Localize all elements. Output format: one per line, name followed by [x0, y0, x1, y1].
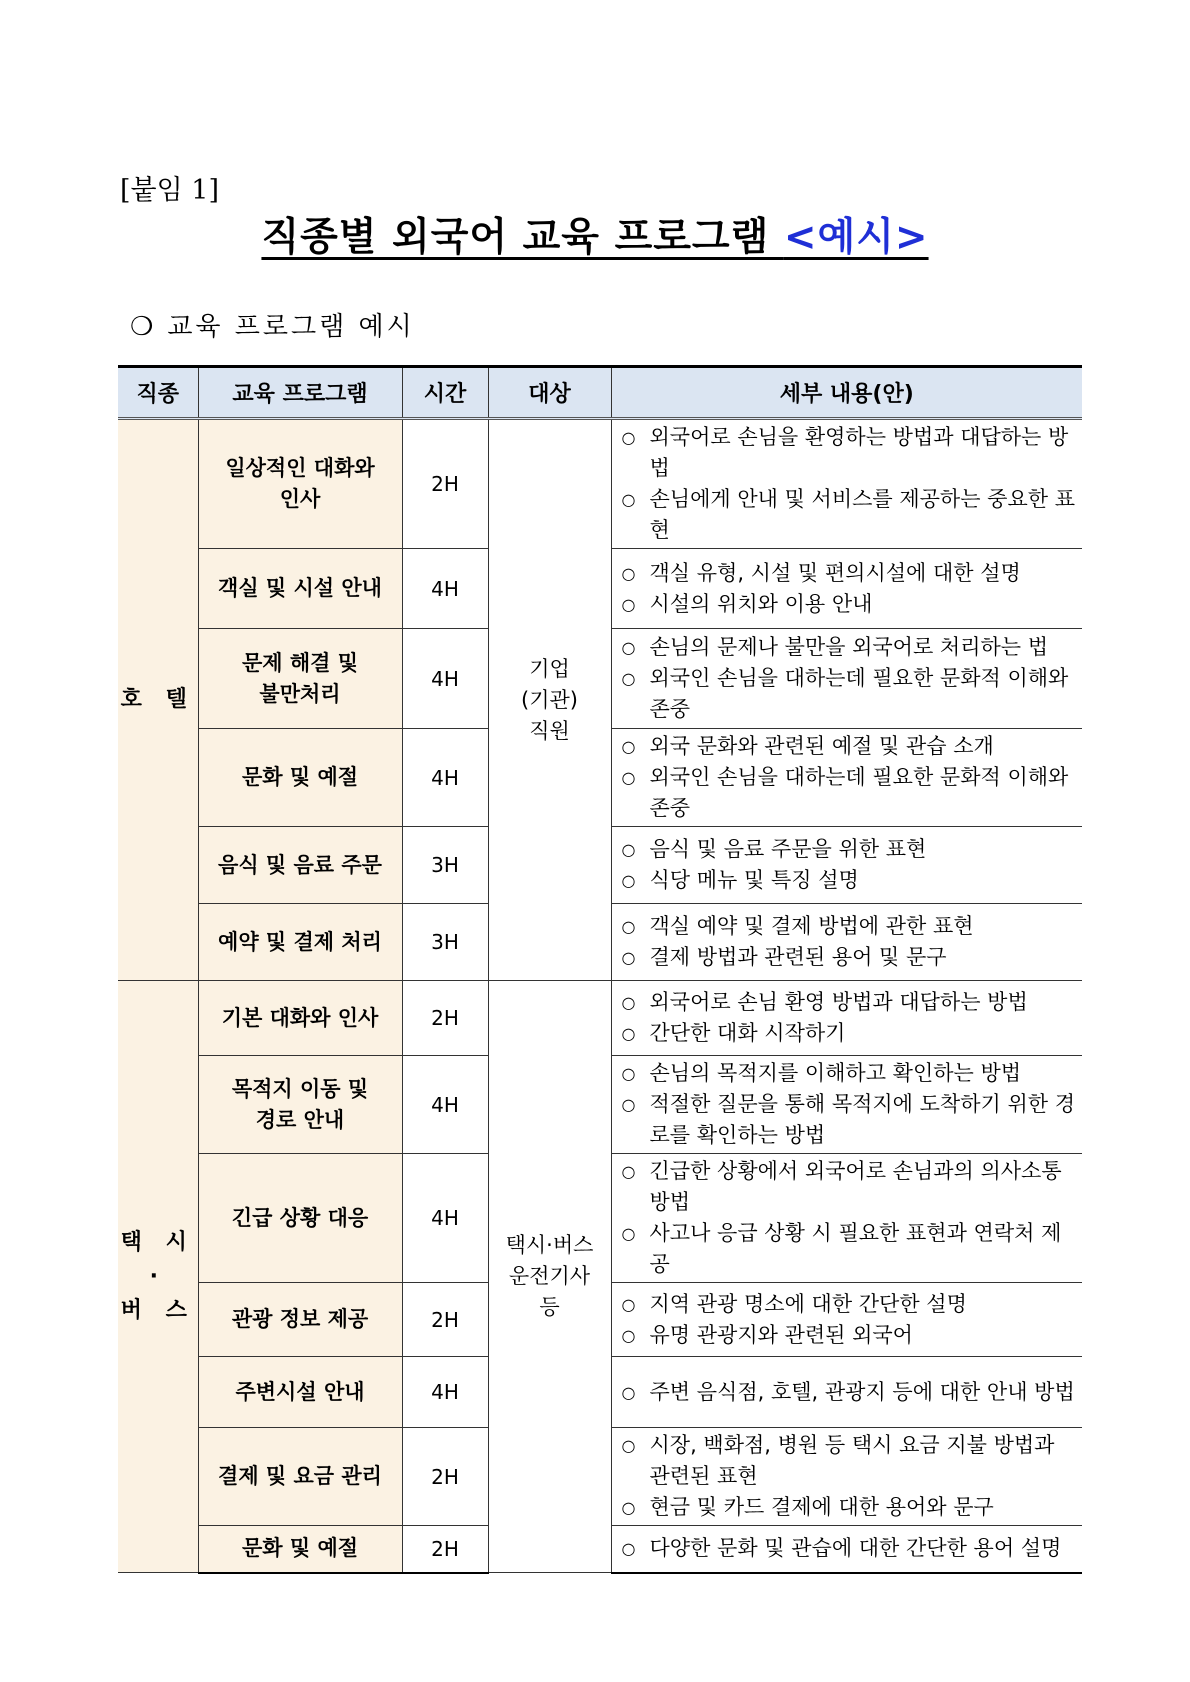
detail-text: 간단한 대화 시작하기 [649, 1021, 846, 1045]
detail-list [620, 911, 1079, 973]
time-cell: 4H [402, 729, 488, 827]
bullet-circle-icon: ○ [621, 490, 636, 509]
detail-cell [611, 729, 1082, 827]
detail-text: 손님에게 안내 및 서비스를 제공하는 중요한 표현 [649, 487, 1075, 542]
job-category-cell [118, 419, 198, 981]
list-item [620, 1289, 1079, 1320]
program-name-text: 인사 [279, 487, 321, 511]
program-name-text: 경로 안내 [255, 1107, 345, 1132]
program-name-cell [198, 1428, 402, 1526]
time-cell: 4H [402, 629, 488, 729]
detail-text: 외국어로 손님을 환영하는 방법과 대답하는 방법 [649, 425, 1069, 480]
time-cell: 2H [402, 981, 488, 1056]
detail-text: 주변 음식점, 호텔, 관광지 등에 대한 안내 방법 [649, 1379, 1075, 1404]
detail-text: 시장, 백화점, 병원 등 택시 요금 지불 방법과 관련된 표현 [649, 1433, 1055, 1488]
header-details: 세부 내용(안) [611, 367, 1082, 419]
bullet-circle-icon: ○ [621, 1224, 636, 1243]
header-target: 대상 [488, 367, 611, 419]
bullet-circle-icon: ○ [621, 428, 636, 447]
detail-text: 시설의 위치와 이용 안내 [649, 591, 873, 616]
detail-list [620, 1430, 1079, 1523]
bullet-circle-icon: ○ [621, 594, 636, 614]
list-item [620, 987, 1079, 1018]
bullet-circle-icon: ○ [621, 1294, 636, 1314]
program-name-cell [198, 1357, 402, 1428]
list-item [620, 762, 1079, 824]
time-cell: 2H [402, 1526, 488, 1573]
detail-text: 외국 문화와 관련된 예절 및 관습 소개 [649, 734, 994, 758]
target-group-text: (기관) [521, 687, 578, 712]
program-name-text: 예약 및 결제 처리 [218, 929, 382, 954]
program-name-text: 문제 해결 및 [241, 650, 359, 675]
bullet-circle-icon: ○ [621, 563, 636, 583]
bullet-circle-icon: ○ [621, 1382, 636, 1402]
detail-list [620, 1058, 1079, 1151]
program-name-cell [198, 1056, 402, 1154]
job-category-text: 버 스 [120, 1297, 195, 1323]
program-name-text: 음식 및 음료 주문 [218, 852, 382, 877]
list-item [620, 834, 1079, 865]
detail-text: 지역 관광 명소에 대한 간단한 설명 [649, 1291, 967, 1316]
bullet-circle-icon: ○ [621, 840, 636, 859]
program-name-text: 불만처리 [259, 681, 341, 706]
program-name-text: 문화 및 예절 [241, 1536, 359, 1561]
target-group-text: 택시·버스 [505, 1233, 594, 1257]
program-name-text: 주변시설 안내 [235, 1379, 365, 1404]
job-category-text: 호 텔 [120, 687, 195, 712]
detail-text: 적절한 질문을 통해 목적지에 도착하기 위한 경로를 확인하는 방법 [649, 1092, 1075, 1147]
list-item [620, 1377, 1079, 1408]
detail-list [620, 987, 1079, 1049]
program-name-text: 일상적인 대화와 [225, 456, 375, 480]
bullet-circle-icon: ○ [621, 638, 636, 657]
detail-text: 손님의 목적지를 이해하고 확인하는 방법 [649, 1061, 1022, 1085]
list-item [620, 484, 1079, 546]
bullet-circle-icon: ○ [621, 768, 636, 787]
detail-list [620, 558, 1079, 620]
program-name-cell [198, 729, 402, 827]
bullet-circle-icon: ○ [621, 669, 636, 688]
program-name-cell [198, 419, 402, 549]
program-name-text: 목적지 이동 및 [231, 1076, 369, 1101]
detail-text: 외국어로 손님 환영 방법과 대답하는 방법 [649, 990, 1028, 1014]
table-row [118, 981, 1082, 1056]
job-category-text: · [149, 1263, 166, 1289]
header-job: 직종 [118, 367, 198, 419]
time-cell: 3H [402, 827, 488, 904]
job-category-text: 택 시 [120, 1229, 195, 1255]
detail-cell [611, 1526, 1082, 1573]
header-program: 교육 프로그램 [198, 367, 402, 419]
program-name-cell [198, 549, 402, 629]
program-name-text: 기본 대화와 인사 [221, 1005, 379, 1030]
detail-cell [611, 1283, 1082, 1357]
table-row [118, 419, 1082, 549]
list-item [620, 589, 1079, 620]
bullet-circle-icon: ○ [621, 737, 636, 756]
bullet-circle-icon: ○ [621, 1436, 636, 1455]
list-item [620, 911, 1079, 942]
table-header-row [118, 367, 1082, 419]
time-cell: 4H [402, 1154, 488, 1283]
time-cell: 4H [402, 1056, 488, 1154]
list-item [620, 558, 1079, 589]
bullet-circle-icon: ○ [621, 1064, 636, 1083]
detail-text: 외국인 손님을 대하는데 필요한 문화적 이해와 존중 [649, 666, 1069, 721]
list-item [620, 632, 1079, 663]
detail-text: 다양한 문화 및 관습에 대한 간단한 용어 설명 [649, 1536, 1062, 1561]
program-name-text: 긴급 상황 대응 [231, 1205, 369, 1230]
list-item [620, 942, 1079, 973]
program-name-text: 객실 및 시설 안내 [218, 576, 382, 600]
attachment-label: [붙임 1] [120, 175, 219, 206]
detail-cell [611, 904, 1082, 981]
time-cell: 3H [402, 904, 488, 981]
bullet-circle-icon: ○ [621, 1325, 636, 1345]
detail-list [620, 632, 1079, 725]
detail-cell [611, 1428, 1082, 1526]
bullet-circle-icon: ○ [621, 1024, 636, 1043]
detail-cell [611, 1357, 1082, 1428]
detail-cell [611, 629, 1082, 729]
detail-text: 객실 예약 및 결제 방법에 관한 표현 [649, 914, 974, 938]
program-table [118, 365, 1082, 1574]
program-name-text: 문화 및 예절 [241, 765, 359, 789]
list-item [620, 1430, 1079, 1492]
program-name-cell [198, 904, 402, 981]
detail-list [620, 834, 1079, 896]
bullet-circle-icon: ○ [621, 948, 636, 967]
detail-list [620, 1377, 1079, 1408]
target-group-text: 기업 [529, 656, 570, 681]
page-title-accent: <예시> [783, 215, 929, 260]
target-group-cell [488, 981, 611, 1573]
detail-cell [611, 1056, 1082, 1154]
list-item [620, 1320, 1079, 1351]
title-row [0, 206, 1190, 262]
list-item [620, 731, 1079, 762]
detail-text: 현금 및 카드 결제에 대한 용어와 문구 [649, 1495, 994, 1519]
program-name-text: 관광 정보 제공 [231, 1307, 369, 1331]
bullet-circle-icon: ○ [621, 1162, 636, 1181]
program-name-cell [198, 827, 402, 904]
detail-list [620, 1289, 1079, 1351]
program-name-cell [198, 1283, 402, 1357]
bullet-circle-icon: ○ [621, 917, 636, 936]
target-group-text: 직원 [529, 718, 570, 743]
time-cell: 4H [402, 1357, 488, 1428]
detail-cell [611, 981, 1082, 1056]
section-heading-label: 교육 프로그램 예시 [167, 312, 415, 342]
detail-cell [611, 419, 1082, 549]
list-item [620, 1058, 1079, 1089]
job-category-cell [118, 981, 198, 1573]
bullet-circle-icon: ○ [621, 1095, 636, 1114]
detail-cell [611, 549, 1082, 629]
detail-text: 외국인 손님을 대하는데 필요한 문화적 이해와 존중 [649, 765, 1069, 820]
target-group-text: 등 [539, 1295, 560, 1319]
detail-cell [611, 1154, 1082, 1283]
list-item [620, 865, 1079, 896]
list-item [620, 663, 1079, 725]
time-cell: 4H [402, 549, 488, 629]
detail-list [620, 1156, 1079, 1280]
detail-list [620, 422, 1079, 546]
page-title [261, 206, 928, 262]
hollow-circle-icon: ❍ [130, 312, 154, 342]
detail-text: 결제 방법과 관련된 용어 및 문구 [649, 945, 947, 969]
detail-text: 사고나 응급 상황 시 필요한 표현과 연락처 제공 [649, 1221, 1062, 1276]
detail-text: 손님의 문제나 불만을 외국어로 처리하는 법 [649, 635, 1049, 659]
target-group-cell [488, 419, 611, 981]
list-item [620, 1089, 1079, 1151]
program-name-text: 결제 및 요금 관리 [218, 1464, 382, 1488]
page-title-main: 직종별 외국어 교육 프로그램 [261, 215, 784, 260]
detail-text: 긴급한 상황에서 외국어로 손님과의 의사소통 방법 [649, 1159, 1062, 1214]
bullet-circle-icon: ○ [621, 1539, 636, 1559]
time-cell: 2H [402, 1283, 488, 1357]
program-name-cell [198, 629, 402, 729]
bullet-circle-icon: ○ [621, 993, 636, 1012]
header-time: 시간 [402, 367, 488, 419]
list-item [620, 1533, 1079, 1564]
detail-text: 음식 및 음료 주문을 위한 표현 [649, 837, 927, 861]
program-name-cell [198, 981, 402, 1056]
detail-cell [611, 827, 1082, 904]
list-item [620, 422, 1079, 484]
list-item [620, 1156, 1079, 1218]
list-item [620, 1018, 1079, 1049]
time-cell: 2H [402, 419, 488, 549]
time-cell: 2H [402, 1428, 488, 1526]
bullet-circle-icon: ○ [621, 1498, 636, 1517]
detail-text: 유명 관광지와 관련된 외국어 [649, 1322, 913, 1347]
detail-text: 식당 메뉴 및 특징 설명 [649, 868, 859, 892]
detail-list [620, 731, 1079, 824]
list-item [620, 1218, 1079, 1280]
section-heading [130, 306, 415, 343]
detail-list [620, 1533, 1079, 1564]
detail-text: 객실 유형, 시설 및 편의시설에 대한 설명 [649, 560, 1021, 585]
program-name-cell [198, 1154, 402, 1283]
table-body [118, 419, 1082, 1573]
program-name-cell [198, 1526, 402, 1573]
bullet-circle-icon: ○ [621, 871, 636, 890]
target-group-text: 운전기사 [508, 1264, 591, 1288]
list-item [620, 1492, 1079, 1523]
